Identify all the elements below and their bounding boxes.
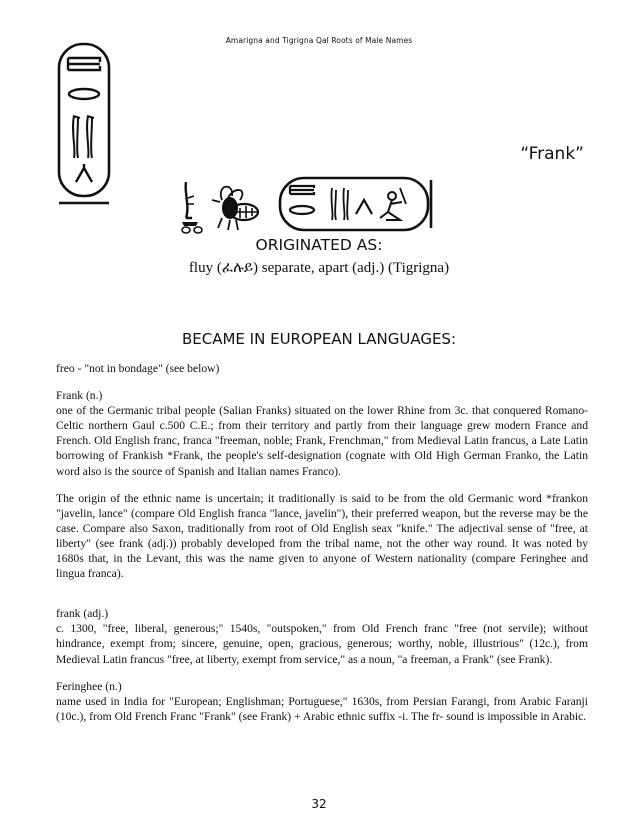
entry-title-frank-noun: Frank (n.)	[56, 389, 103, 403]
entry-title-frank-adj: frank (adj.)	[56, 607, 109, 621]
spacer	[56, 376, 588, 388]
horizontal-cartouche-illustration	[274, 174, 434, 236]
paragraph-freo: freo - "not in bondage" (see below)	[56, 362, 220, 375]
page-number: 32	[311, 797, 327, 811]
became-heading: BECAME IN EUROPEAN LANGUAGES:	[181, 330, 457, 348]
spacer	[56, 479, 588, 491]
entry-text-frank-noun: one of the Germanic tribal people (Salian Franks) situated on the lower Rhine from 3c. that conquered Romano-Celtic northern Gaul c.500 C.E.; from their territory and partly from their language grew modern France and French. Old English franc, franca "freeman, noble; Frank, Frenchman," from Medieval Latin francus, a Late Latin borrowing of Frankish *Frank, the people's self-designation (cognate with Old High German Franko, the Latin word also is the source of Spanish and Italian names Franco).	[56, 404, 588, 478]
running-header: Amarigna and Tigrigna Qal Roots of Male Names	[225, 36, 413, 45]
body-text	[56, 361, 588, 724]
entry-text-feringhee: name used in India for "European; Englishman; Portuguese," 1630s, from Persian Farangi, from Arabic Faranji (10c.), from Old French Franc "Frank" (see Frank) + Arabic ethnic suffix -i. The fr- sound is impossible in Arabic.	[56, 694, 588, 723]
reed-and-bee-illustration	[178, 178, 268, 236]
originated-heading: ORIGINATED AS:	[255, 236, 383, 254]
vertical-cartouche-illustration	[56, 40, 112, 210]
name-label: “Frank”	[520, 144, 584, 164]
entry-title-feringhee: Feringhee (n.)	[56, 679, 122, 693]
paragraph-origin: The origin of the ethnic name is uncertain; it traditionally is said to be from the old Germanic word *frankon "javelin, lance" (compare Old English franca "lance, javelin"), their preferred weapon, but the reverse may be the case. Compare also Saxon, traditionally from root of Old English seax "knife." The adjectival sense of "free, at liberty" (see frank (adj.)) probably developed from the tribal name, not the other way round. It was noted by 1680s that, in the Levant, this was the name given to anyone of Western nationality (compare Feringhee and lingua franca).	[56, 491, 588, 581]
spacer	[56, 581, 588, 606]
originated-line: fluy (ፈሉይ) separate, apart (adj.) (Tigrigna)	[188, 260, 450, 276]
entry-text-frank-adj: c. 1300, "free, liberal, generous;" 1540s, "outspoken," from Old French franc "free (not servile); without hindrance, exempt from; sincere, genuine, open, gracious, generous; worthy, noble, illustrious" (12c.), from Medieval Latin francus "free, at liberty, exempt from service," as a noun, "a freeman, a Frank" (see Frank).	[56, 622, 588, 666]
spacer	[56, 667, 588, 679]
